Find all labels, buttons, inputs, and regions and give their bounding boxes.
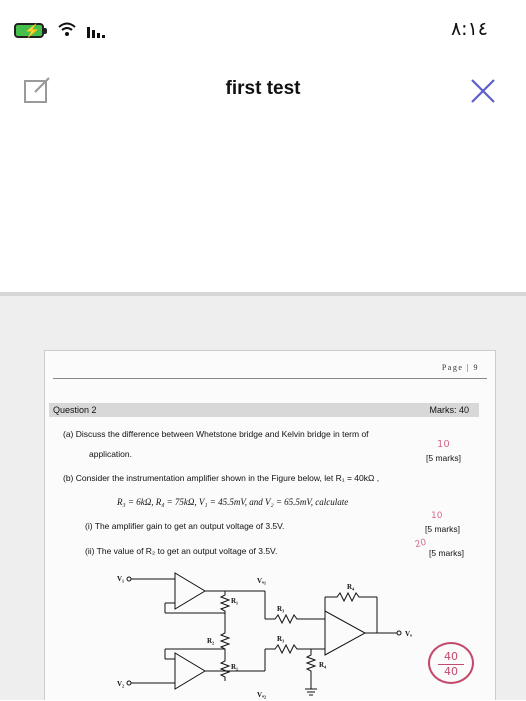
sub-question-i-marks: [5 marks]	[425, 524, 460, 534]
page-number: Page | 9	[441, 363, 479, 372]
label-r2: R₂	[207, 637, 215, 645]
battery-charging-icon: ⚡	[14, 23, 44, 38]
wifi-icon	[57, 21, 77, 37]
label-r3-top: R₃	[277, 605, 285, 613]
label-r4-feedback: R₄	[347, 583, 355, 591]
close-button[interactable]	[467, 75, 499, 107]
status-time: ٨:١٤	[450, 18, 488, 40]
label-vo: Vₒ	[405, 630, 413, 638]
handwritten-score-ii: 20	[413, 537, 428, 551]
part-a-text-cont: application.	[89, 449, 133, 459]
part-a-text: (a) Discuss the difference between Whetstone bridge and Kelvin bridge in term of	[63, 429, 369, 439]
part-b-text: (b) Consider the instrumentation amplifier shown in the Figure below, let R₁ = 40kΩ ,	[63, 473, 380, 483]
question-marks: Marks: 40	[429, 405, 469, 415]
label-r4-ground: R₄	[319, 661, 327, 669]
label-r1-top: R₁	[231, 597, 239, 605]
question-label: Question 2	[53, 405, 97, 415]
label-r3-mid: R₃	[277, 635, 285, 643]
handwritten-score-a: 10	[437, 439, 450, 450]
sub-question-i: (i) The amplifier gain to get an output voltage of 3.5V.	[85, 521, 285, 531]
opamp-top	[175, 573, 205, 609]
label-vo1: Vₒ₁	[257, 577, 267, 585]
opamp-output	[325, 611, 365, 655]
handwritten-score-i: 10	[431, 511, 443, 521]
close-icon	[467, 75, 499, 107]
header-divider	[53, 378, 487, 379]
sub-question-ii: (ii) The value of R₂ to get an output voltage of 3.5V.	[85, 546, 278, 556]
exam-page	[44, 350, 496, 700]
sub-question-ii-marks: [5 marks]	[429, 548, 464, 558]
label-r1-bottom: R₁	[231, 663, 239, 671]
handwritten-total-score	[428, 642, 474, 684]
part-b-values: R₃ = 6kΩ, R₄ = 75kΩ, V₁ = 45.5mV, and V₂ = 65.5mV, calculate	[117, 497, 349, 507]
label-vo2: Vₒ₂	[257, 691, 267, 699]
opamp-bottom	[175, 653, 205, 689]
label-v1: V₁	[117, 575, 125, 583]
part-a-marks: [5 marks]	[426, 453, 461, 463]
cellular-signal-icon	[86, 23, 106, 39]
status-bar	[0, 0, 526, 60]
label-v2: V₂	[117, 680, 125, 688]
score-numerator: 40	[444, 650, 458, 663]
page-title: first test	[225, 78, 301, 99]
question-header	[49, 403, 479, 417]
score-denominator: 40	[444, 665, 458, 678]
instrumentation-amplifier-diagram	[115, 569, 415, 701]
